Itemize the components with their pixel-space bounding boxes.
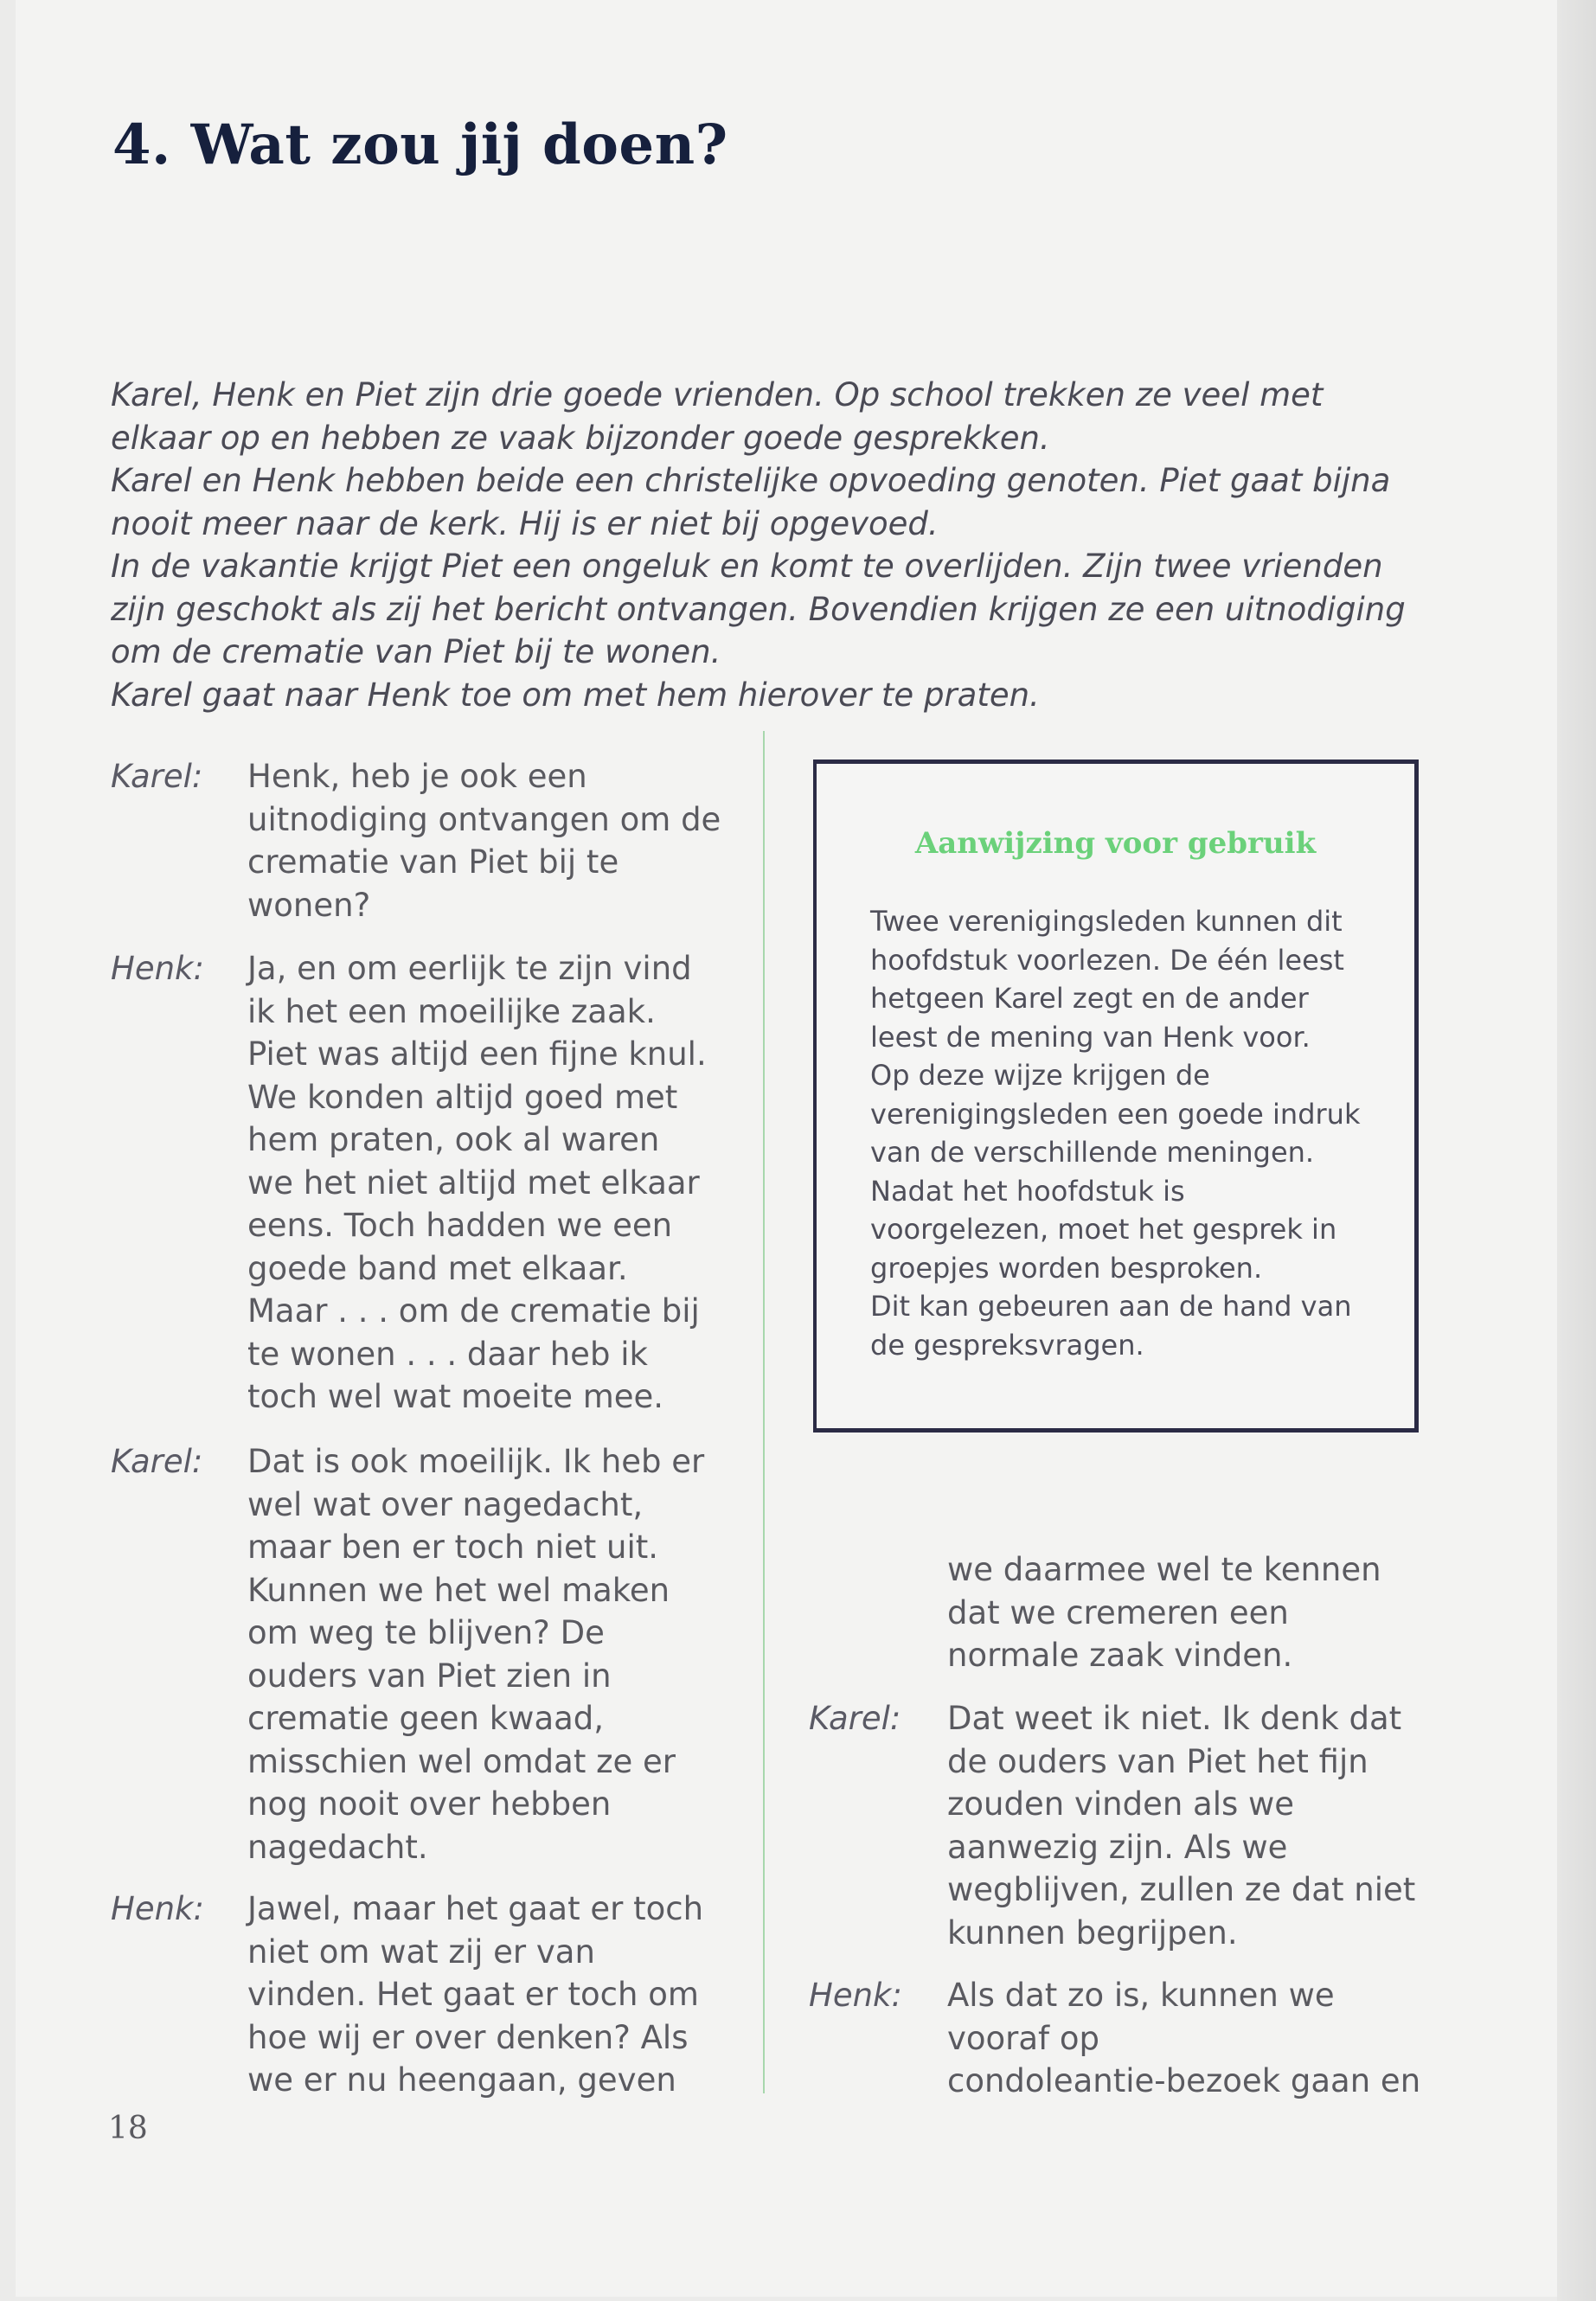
speech-line: vooraf op: [947, 2019, 1099, 2057]
instruction-line: hetgeen Karel zegt en de ander: [870, 982, 1309, 1015]
instruction-line: hoofdstuk voorlezen. De één leest: [870, 943, 1344, 977]
speech-line: Dat is ook moeilijk. Ik heb er: [247, 1443, 705, 1480]
speech-text: [247, 947, 707, 1419]
speech-line: ouders van Piet zien in: [247, 1657, 612, 1695]
speech-line: Dat weet ik niet. Ik denk dat: [947, 1700, 1402, 1737]
speech-line: wel wat over nagedacht,: [247, 1485, 644, 1523]
speech-line: crematie geen kwaad,: [247, 1700, 605, 1737]
speech-line: hem praten, ook al waren: [247, 1121, 660, 1158]
speech-line: aanwezig zijn. Als we: [947, 1828, 1288, 1866]
intro-line: elkaar op en hebben ze vaak bijzonder goede gesprekken.: [111, 419, 1050, 457]
speech-line: niet om wat zij er van: [247, 1932, 595, 1971]
speech-line: hoe wij er over denken? Als: [247, 2018, 689, 2056]
instruction-line: groepjes worden besproken.: [870, 1251, 1263, 1285]
speech-line: om weg te blijven? De: [247, 1614, 605, 1651]
speech-line: Als dat zo is, kunnen we: [947, 1977, 1335, 2014]
speech-line: Jawel, maar het gaat er toch: [247, 1890, 704, 1927]
page-number: 18: [108, 2111, 148, 2146]
speech-text: [247, 1440, 704, 1868]
speaker-label: Henk:: [111, 950, 204, 987]
instruction-line: Nadat het hoofdstuk is: [870, 1174, 1185, 1208]
speech-text: [947, 1548, 1381, 1677]
intro-line: Karel gaat naar Henk toe om met hem hierover te praten.: [111, 676, 1040, 714]
intro-line: om de crematie van Piet bij te wonen.: [111, 633, 721, 670]
speech-line: Maar . . . om de crematie bij: [247, 1292, 700, 1330]
speech-line: nog nooit over hebben: [247, 1785, 612, 1823]
chapter-title: 4. Wat zou jij doen?: [112, 112, 728, 177]
speech-line: Ja, en om eerlijk te zijn vind: [247, 950, 692, 987]
speech-text: [247, 755, 721, 926]
speech-line: uitnodiging ontvangen om de: [247, 800, 721, 838]
intro-line: zijn geschokt als zij het bericht ontvangen. Bovendien krijgen ze een uitnodiging: [111, 590, 1406, 628]
speech-line: nagedacht.: [247, 1828, 428, 1866]
speech-line: misschien wel omdat ze er: [247, 1742, 676, 1780]
speech-line: we er nu heengaan, geven: [247, 2061, 676, 2099]
instruction-line: Op deze wijze krijgen de: [870, 1059, 1210, 1092]
speech-line: kunnen begrijpen.: [947, 1913, 1238, 1952]
speech-line: te wonen . . . daar heb ik: [247, 1335, 648, 1373]
intro-line: Karel en Henk hebben beide een christelijke opvoeding genoten. Piet gaat bijna: [111, 462, 1391, 499]
speech-line: vinden. Het gaat er toch om: [247, 1976, 699, 2013]
speech-line: Henk, heb je ook een: [247, 758, 587, 795]
page-edge-shadow: [1557, 0, 1596, 2301]
instruction-line: de gespreksvragen.: [870, 1328, 1144, 1362]
speech-text: [947, 1697, 1415, 1954]
speech-line: dat we cremeren een: [947, 1593, 1289, 1631]
speech-line: wonen?: [247, 886, 371, 924]
speech-line: we het niet altijd met elkaar: [247, 1163, 700, 1202]
instruction-line: verenigingsleden een goede indruk: [870, 1097, 1361, 1131]
speaker-label: Karel:: [111, 1443, 203, 1480]
column-divider: [763, 731, 765, 2093]
intro-paragraph: [111, 374, 1408, 716]
speaker-label: Henk:: [809, 1977, 902, 2014]
speech-line: we daarmee wel te kennen: [947, 1551, 1381, 1588]
instruction-box: [813, 760, 1419, 1433]
speech-line: goede band met elkaar.: [247, 1249, 628, 1287]
instruction-line: Twee verenigingsleden kunnen dit: [870, 905, 1343, 938]
instruction-line: leest de mening van Henk voor.: [870, 1020, 1311, 1054]
speech-line: toch wel wat moeite mee.: [247, 1378, 664, 1415]
speech-line: normale zaak vinden.: [947, 1637, 1293, 1674]
speaker-label: Karel:: [809, 1700, 901, 1737]
speech-line: We konden altijd goed met: [247, 1078, 678, 1116]
speech-line: ik het een moeilijke zaak.: [247, 992, 656, 1030]
instruction-text: [870, 902, 1360, 1364]
intro-line: nooit meer naar de kerk. Hij is er niet bij opgevoed.: [111, 504, 939, 542]
instruction-heading: Aanwijzing voor gebruik: [914, 826, 1317, 861]
speech-line: eens. Toch hadden we een: [247, 1207, 673, 1244]
speaker-label: Henk:: [111, 1890, 204, 1927]
speech-line: maar ben er toch niet uit.: [247, 1529, 659, 1566]
speech-line: zouden vinden als we: [947, 1785, 1295, 1823]
speech-text: [947, 1974, 1420, 2103]
speaker-label: Karel:: [111, 758, 203, 795]
speech-line: Kunnen we het wel maken: [247, 1571, 670, 1609]
intro-line: Karel, Henk en Piet zijn drie goede vrienden. Op school trekken ze veel met: [111, 376, 1324, 413]
instruction-line: Dit kan gebeuren aan de hand van: [870, 1290, 1352, 1323]
instruction-line: van de verschillende meningen.: [870, 1136, 1315, 1169]
speech-line: wegblijven, zullen ze dat niet: [947, 1871, 1416, 1908]
speech-line: condoleantie-bezoek gaan en: [947, 2062, 1421, 2099]
speech-line: crematie van Piet bij te: [247, 843, 619, 881]
intro-line: In de vakantie krijgt Piet een ongeluk en komt te overlijden. Zijn twee vrienden: [111, 548, 1383, 585]
instruction-line: voorgelezen, moet het gesprek in: [870, 1213, 1337, 1246]
speech-text: [247, 1888, 703, 2102]
speech-line: Piet was altijd een fijne knul.: [247, 1035, 707, 1073]
speech-line: de ouders van Piet het fijn: [947, 1742, 1368, 1780]
